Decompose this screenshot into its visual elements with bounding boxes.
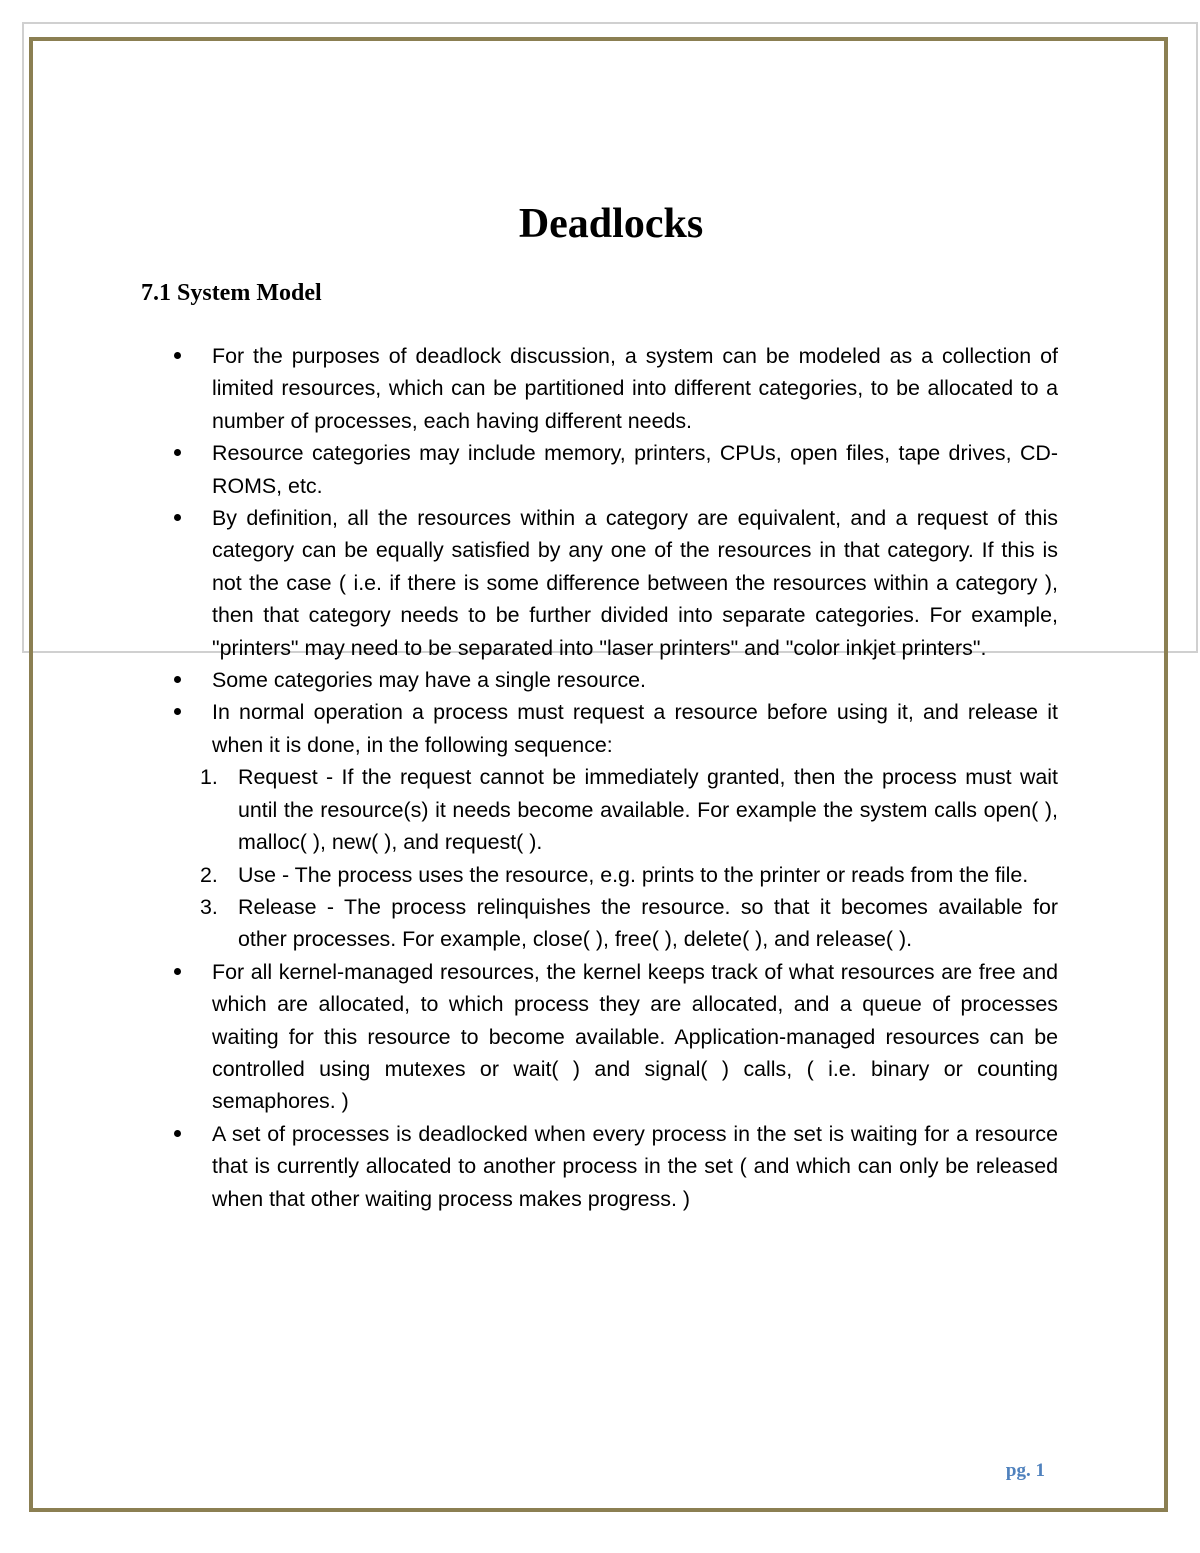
bullet-icon — [174, 968, 181, 975]
document-title: Deadlocks — [518, 201, 704, 247]
bullet-icon — [174, 352, 181, 359]
numbered-step-list — [167, 761, 1058, 955]
list-item-text: For the purposes of deadlock discussion, a system can be modeled as a collection of limited resources, which can be partitioned into different categories, to be allocated to a number of processes, each having different needs. — [212, 344, 1058, 433]
list-item — [167, 696, 1058, 761]
bullet-icon — [174, 708, 181, 715]
step-item — [167, 891, 1058, 956]
list-item-text: By definition, all the resources within a category are equivalent, and a request of this category can be equally satisfied by any one of the resources in that category. If this is not the case ( i.e. if there is some difference between the resources within a category ), then that category needs to be further divided into separate categories. For example, "printers" may need to be separated into "laser printers" and "color inkjet printers". — [212, 506, 1058, 660]
step-number: 2. — [200, 862, 218, 887]
list-item — [167, 1118, 1058, 1215]
list-item-text: Resource categories may include memory, printers, CPUs, open files, tape drives, CD-ROMS, etc. — [212, 441, 1058, 498]
step-number: 3. — [200, 894, 218, 919]
list-item — [167, 664, 1058, 696]
list-item-text: Some categories may have a single resource. — [212, 668, 646, 693]
bullet-icon — [174, 676, 181, 683]
section-heading: 7.1 System Model — [141, 280, 322, 306]
page-number: pg. 1 — [1005, 1460, 1045, 1481]
list-item — [167, 340, 1058, 437]
step-text: Request - If the request cannot be immediately granted, then the process must wait until the resource(s) it needs become available. For example the system calls open( ), malloc( ), new( ), and request( ). — [238, 765, 1058, 855]
bullet-icon — [174, 449, 181, 456]
step-text: Release - The process relinquishes the resource. so that it becomes available for other processes. For example, close( ), free( ), delete( ), and release( ). — [238, 894, 1058, 952]
bullet-icon — [174, 1130, 181, 1137]
bullet-list — [167, 956, 1058, 1215]
list-item-text: A set of processes is deadlocked when every process in the set is waiting for a resource that is currently allocated to another process in the set ( and which can only be released when that other waiting process makes progress. ) — [212, 1121, 1058, 1211]
document-body — [167, 340, 1058, 1215]
step-number: 1. — [200, 765, 218, 790]
step-item — [167, 761, 1058, 858]
step-text: Use - The process uses the resource, e.g. prints to the printer or reads from the file. — [238, 862, 1029, 887]
bullet-list — [167, 340, 1058, 761]
list-item-text: In normal operation a process must request a resource before using it, and release it when it is done, in the following sequence: — [212, 700, 1058, 757]
list-item — [167, 437, 1058, 502]
bullet-icon — [174, 514, 181, 521]
list-item — [167, 502, 1058, 664]
list-item — [167, 956, 1058, 1118]
list-item-text: For all kernel-managed resources, the kernel keeps track of what resources are free and which are allocated, to which process they are allocated, and a queue of processes waiting for this resource to become available. Application-managed resources can be controlled using mutexes or wait( ) and signal( ) calls, ( i.e. binary or counting semaphores. ) — [212, 959, 1058, 1114]
step-item — [167, 859, 1058, 891]
